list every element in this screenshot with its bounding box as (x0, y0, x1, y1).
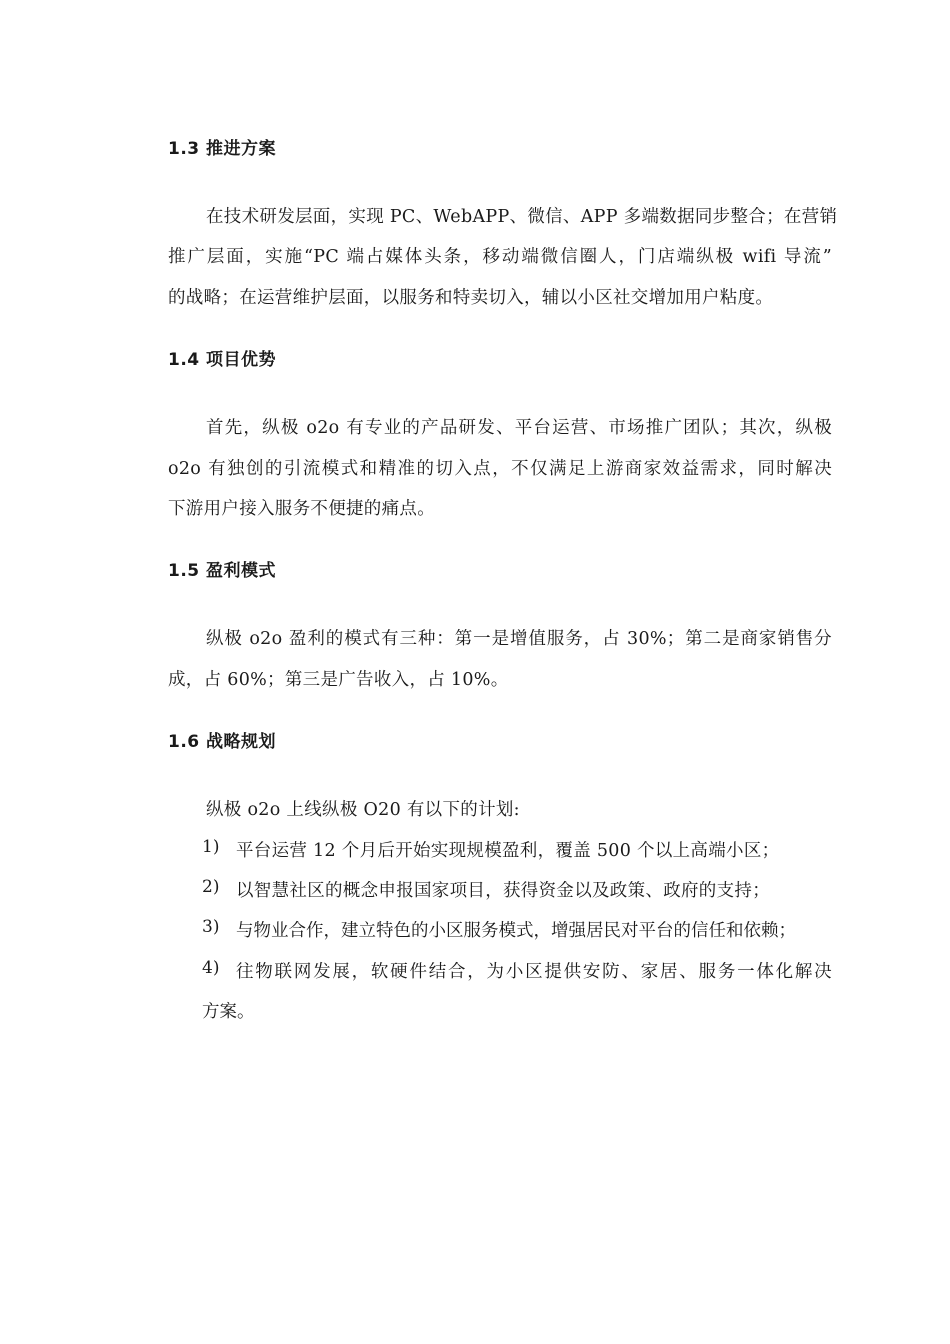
list-item-continuation: 方案。 (202, 1002, 255, 1022)
list-item-text: 以智慧社区的概念申报国家项目，获得资金以及政策、政府的支持； (236, 881, 770, 901)
paragraph-line: 在技术研发层面，实现 PC、WebAPP、微信、APP 多端数据同步整合；在营销 (206, 207, 838, 227)
list-item-number: 4) (202, 958, 220, 978)
plan-intro: 纵极 o2o 上线纵极 O20 有以下的计划: (206, 800, 520, 820)
section-heading-1-3: 1.3 推进方案 (168, 139, 277, 159)
list-item-text: 往物联网发展，软硬件结合，为小区提供安防、家居、服务一体化解决 (236, 962, 832, 982)
list-item-number: 2) (202, 877, 220, 897)
list-item-number: 3) (202, 917, 220, 937)
paragraph-line: o2o 有独创的引流模式和精准的切入点，不仅满足上游商家效益需求，同时解决 (168, 459, 832, 479)
paragraph-line: 纵极 o2o 盈利的模式有三种：第一是增值服务，占 30%；第二是商家销售分 (206, 629, 832, 649)
section-heading-1-6: 1.6 战略规划 (168, 732, 277, 752)
paragraph-line: 成，占 60%；第三是广告收入，占 10%。 (168, 670, 509, 690)
paragraph-line: 推广层面，实施“PC 端占媒体头条，移动端微信圈人，门店端纵极 wifi 导流” (168, 247, 832, 267)
list-item-number: 1) (202, 837, 220, 857)
section-heading-1-5: 1.5 盈利模式 (168, 561, 277, 581)
paragraph-line: 下游用户接入服务不便捷的痛点。 (168, 499, 435, 519)
paragraph-line: 的战略；在运营维护层面，以服务和特卖切入，辅以小区社交增加用户粘度。 (168, 288, 774, 308)
section-heading-1-4: 1.4 项目优势 (168, 350, 277, 370)
list-item-text: 平台运营 12 个月后开始实现规模盈利，覆盖 500 个以上高端小区； (236, 841, 780, 861)
paragraph-line: 首先，纵极 o2o 有专业的产品研发、平台运营、市场推广团队；其次，纵极 (206, 418, 832, 438)
list-item-text: 与物业合作，建立特色的小区服务模式，增强居民对平台的信任和依赖； (236, 921, 796, 941)
